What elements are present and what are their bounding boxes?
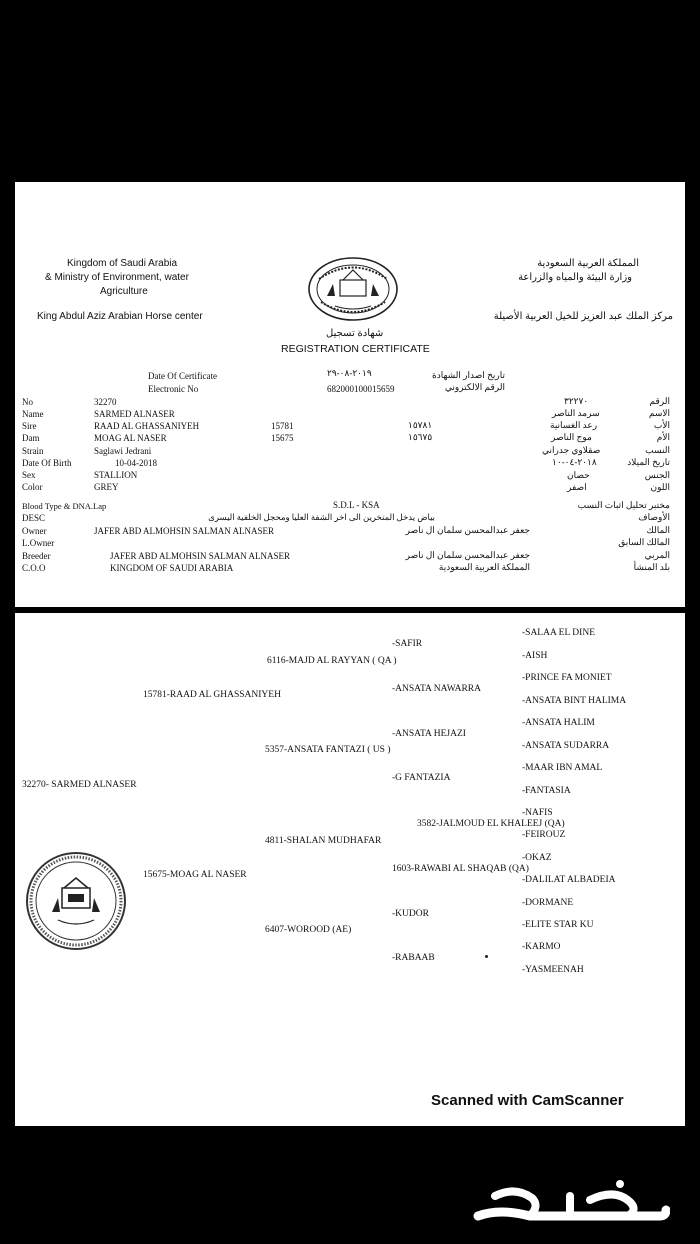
pedigree-gen4-item: -SAFIR — [392, 639, 423, 649]
dam-label: Dam — [22, 433, 40, 443]
pedigree-gen5-item: -DALILAT ALBADEIA — [522, 875, 616, 885]
pedigree-gen4-item: -RABAAB — [392, 953, 435, 963]
no-value-ar: ٣٢٢٧٠ — [564, 396, 589, 406]
electronic-label: Electronic No — [148, 384, 199, 394]
pedigree-gen5-item: -ELITE STAR KU — [522, 920, 594, 930]
desc-value-ar: بياض يدخل المنخرين الى اخر الشفة العليا ومحجل الخلفية اليسرى — [208, 512, 435, 522]
no-label: No — [22, 397, 33, 407]
sire-value: RAAD AL GHASSANIYEH — [94, 421, 200, 431]
pedigree-gen5-item: -ANSATA HALIM — [522, 718, 595, 728]
pedigree-gen5-item: -FEIROUZ — [522, 830, 566, 840]
dob-value-ar: ٢٠١٨-٠٤-١٠ — [552, 457, 597, 467]
pedigree-gen4-item: 3582-JALMOUD EL KHALEEJ (QA) — [417, 819, 565, 829]
sire-number: 15781 — [271, 421, 294, 431]
header-ar-center: مركز الملك عبد العزيز للخيل العربية الأصيلة — [493, 311, 673, 322]
pedigree-gen4-item: -KUDOR — [392, 909, 429, 919]
color-label-ar: اللون — [650, 482, 670, 492]
sire-number-ar: ١٥٧٨١ — [408, 420, 433, 430]
pedigree-gen5-item: -PRINCE FA MONIET — [522, 673, 612, 683]
header-en-center: King Abdul Aziz Arabian Horse center — [37, 311, 203, 322]
ink-dot — [485, 955, 488, 958]
dam-number-ar: ١٥٦٧٥ — [408, 432, 433, 442]
header-en-line3: Agriculture — [100, 286, 148, 297]
electronic-value: 682000100015659 — [327, 384, 395, 394]
coo-label-ar: بلد المنشأ — [633, 562, 670, 572]
pedigree-dam: 15675-MOAG AL NASER — [143, 870, 247, 880]
coo-value-ar: المملكة العربية السعودية — [438, 562, 530, 572]
strain-value: Saglawi Jedrani — [94, 446, 152, 456]
electronic-label-ar: الرقم الالكتروني — [444, 382, 505, 392]
breeder-value-ar: جعفر عبدالمحسن سلمان ال ناصر — [405, 550, 530, 560]
dob-value: 10-04-2018 — [115, 458, 157, 468]
pedigree-subject: 32270- SARMED ALNASER — [22, 780, 137, 790]
lowner-label-ar: المالك السابق — [618, 537, 670, 547]
sex-value: STALLION — [94, 470, 138, 480]
sex-label: Sex — [22, 470, 36, 480]
sex-label-ar: الجنس — [644, 470, 670, 480]
pedigree-gen4-item: -G FANTAZIA — [392, 773, 451, 783]
pedigree-gen5-item: -ANSATA SUDARRA — [522, 741, 610, 751]
breeder-value: JAFER ABD ALMOHSIN SALMAN ALNASER — [110, 551, 291, 561]
pedigree-gen5-item: -AISH — [522, 651, 548, 661]
header-en-line2: & Ministry of Environment, water — [45, 272, 189, 283]
date-label-ar: تاريخ اصدار الشهادة — [431, 370, 505, 380]
title-ar: شهادة تسجيل — [326, 328, 384, 339]
haraj-watermark-logo — [470, 1178, 670, 1230]
no-label-ar: الرقم — [649, 396, 670, 406]
sire-label: Sire — [22, 421, 37, 431]
strain-label-ar: النسب — [645, 445, 670, 455]
coo-label: C.O.O — [22, 563, 46, 573]
name-label: Name — [22, 409, 44, 419]
pedigree-gen5-item: -MAAR IBN AMAL — [522, 763, 603, 773]
camscanner-label: Scanned with CamScanner — [431, 1092, 624, 1109]
pedigree-gen4-item: -ANSATA NAWARRA — [392, 684, 481, 694]
owner-label: Owner — [22, 526, 47, 536]
title-en: REGISTRATION CERTIFICATE — [281, 343, 430, 355]
dam-value: MOAG AL NASER — [94, 433, 167, 443]
pedigree-gen4-item: -ANSATA HEJAZI — [392, 729, 466, 739]
dam-label-ar: الأم — [656, 432, 670, 442]
pedigree-gen3-item: 6116-MAJD AL RAYYAN ( QA ) — [267, 656, 397, 666]
coo-value: KINGDOM OF SAUDI ARABIA — [110, 563, 234, 573]
official-stamp-seal — [24, 850, 128, 952]
owner-label-ar: المالك — [646, 525, 670, 535]
pedigree-gen5-item: -DORMANE — [522, 898, 574, 908]
no-value: 32270 — [94, 397, 117, 407]
pedigree-sheet — [15, 613, 685, 1126]
color-label: Color — [22, 482, 43, 492]
color-value-ar: اصفر — [567, 482, 587, 492]
strain-label: Strain — [22, 446, 44, 456]
name-value-ar: سرمد الناصر — [552, 408, 600, 418]
desc-label: DESC — [22, 513, 46, 523]
center-logo-emblem — [305, 254, 401, 324]
date-label: Date Of Certificate — [148, 371, 217, 381]
color-value: GREY — [94, 482, 119, 492]
sire-label-ar: الأب — [653, 420, 670, 430]
header-ar-line2: وزارة البيئة والمياه والزراعة — [518, 272, 632, 283]
pedigree-gen3-item: 6407-WOROOD (AE) — [265, 925, 352, 935]
blood-label-ar: مختبر تحليل اثبات النسب — [577, 500, 670, 510]
pedigree-gen3-item: 5357-ANSATA FANTAZI ( US ) — [265, 745, 391, 755]
dob-label: Date Of Birth — [22, 458, 72, 468]
dam-number: 15675 — [271, 433, 294, 443]
pedigree-gen4-item: 1603-RAWABI AL SHAQAB (QA) — [392, 864, 529, 874]
pedigree-gen5-item: -OKAZ — [522, 853, 552, 863]
pedigree-sire: 15781-RAAD AL GHASSANIYEH — [143, 690, 281, 700]
header-en-line1: Kingdom of Saudi Arabia — [67, 258, 178, 269]
lowner-label: L.Owner — [22, 538, 55, 548]
certificate-sheet — [15, 182, 685, 607]
strain-value-ar: صقلاوي جدراني — [542, 445, 601, 455]
blood-label: Blood Type & DNA.Lap — [22, 501, 107, 511]
pedigree-gen5-item: -ANSATA BINT HALIMA — [522, 696, 627, 706]
pedigree-gen5-item: -YASMEENAH — [522, 965, 584, 975]
header-ar-line1: المملكة العربية السعودية — [537, 258, 639, 269]
name-label-ar: الاسم — [648, 408, 670, 418]
pedigree-gen3-item: 4811-SHALAN MUDHAFAR — [265, 836, 382, 846]
owner-value-ar: جعفر عبدالمحسن سلمان ال ناصر — [405, 525, 530, 535]
pedigree-gen5-item: -FANTASIA — [522, 786, 571, 796]
pedigree-gen5-item: -SALAA EL DINE — [522, 628, 595, 638]
blood-value: S.D.L - KSA — [333, 500, 380, 510]
owner-value: JAFER ABD ALMOHSIN SALMAN ALNASER — [94, 526, 275, 536]
sire-value-ar: رعد الغسانية — [550, 420, 598, 430]
breeder-label-ar: المربي — [644, 550, 670, 560]
date-value: ٢٠١٩-٠٨-٢٩ — [327, 368, 372, 378]
desc-label-ar: الأوصاف — [638, 512, 670, 522]
sex-value-ar: حصان — [567, 470, 590, 480]
pedigree-gen5-item: -NAFIS — [522, 808, 553, 818]
breeder-label: Breeder — [22, 551, 51, 561]
pedigree-gen5-item: -KARMO — [522, 942, 561, 952]
dam-value-ar: موج الناصر — [551, 432, 592, 442]
name-value: SARMED ALNASER — [94, 409, 175, 419]
dob-label-ar: تاريخ الميلاد — [627, 457, 670, 467]
